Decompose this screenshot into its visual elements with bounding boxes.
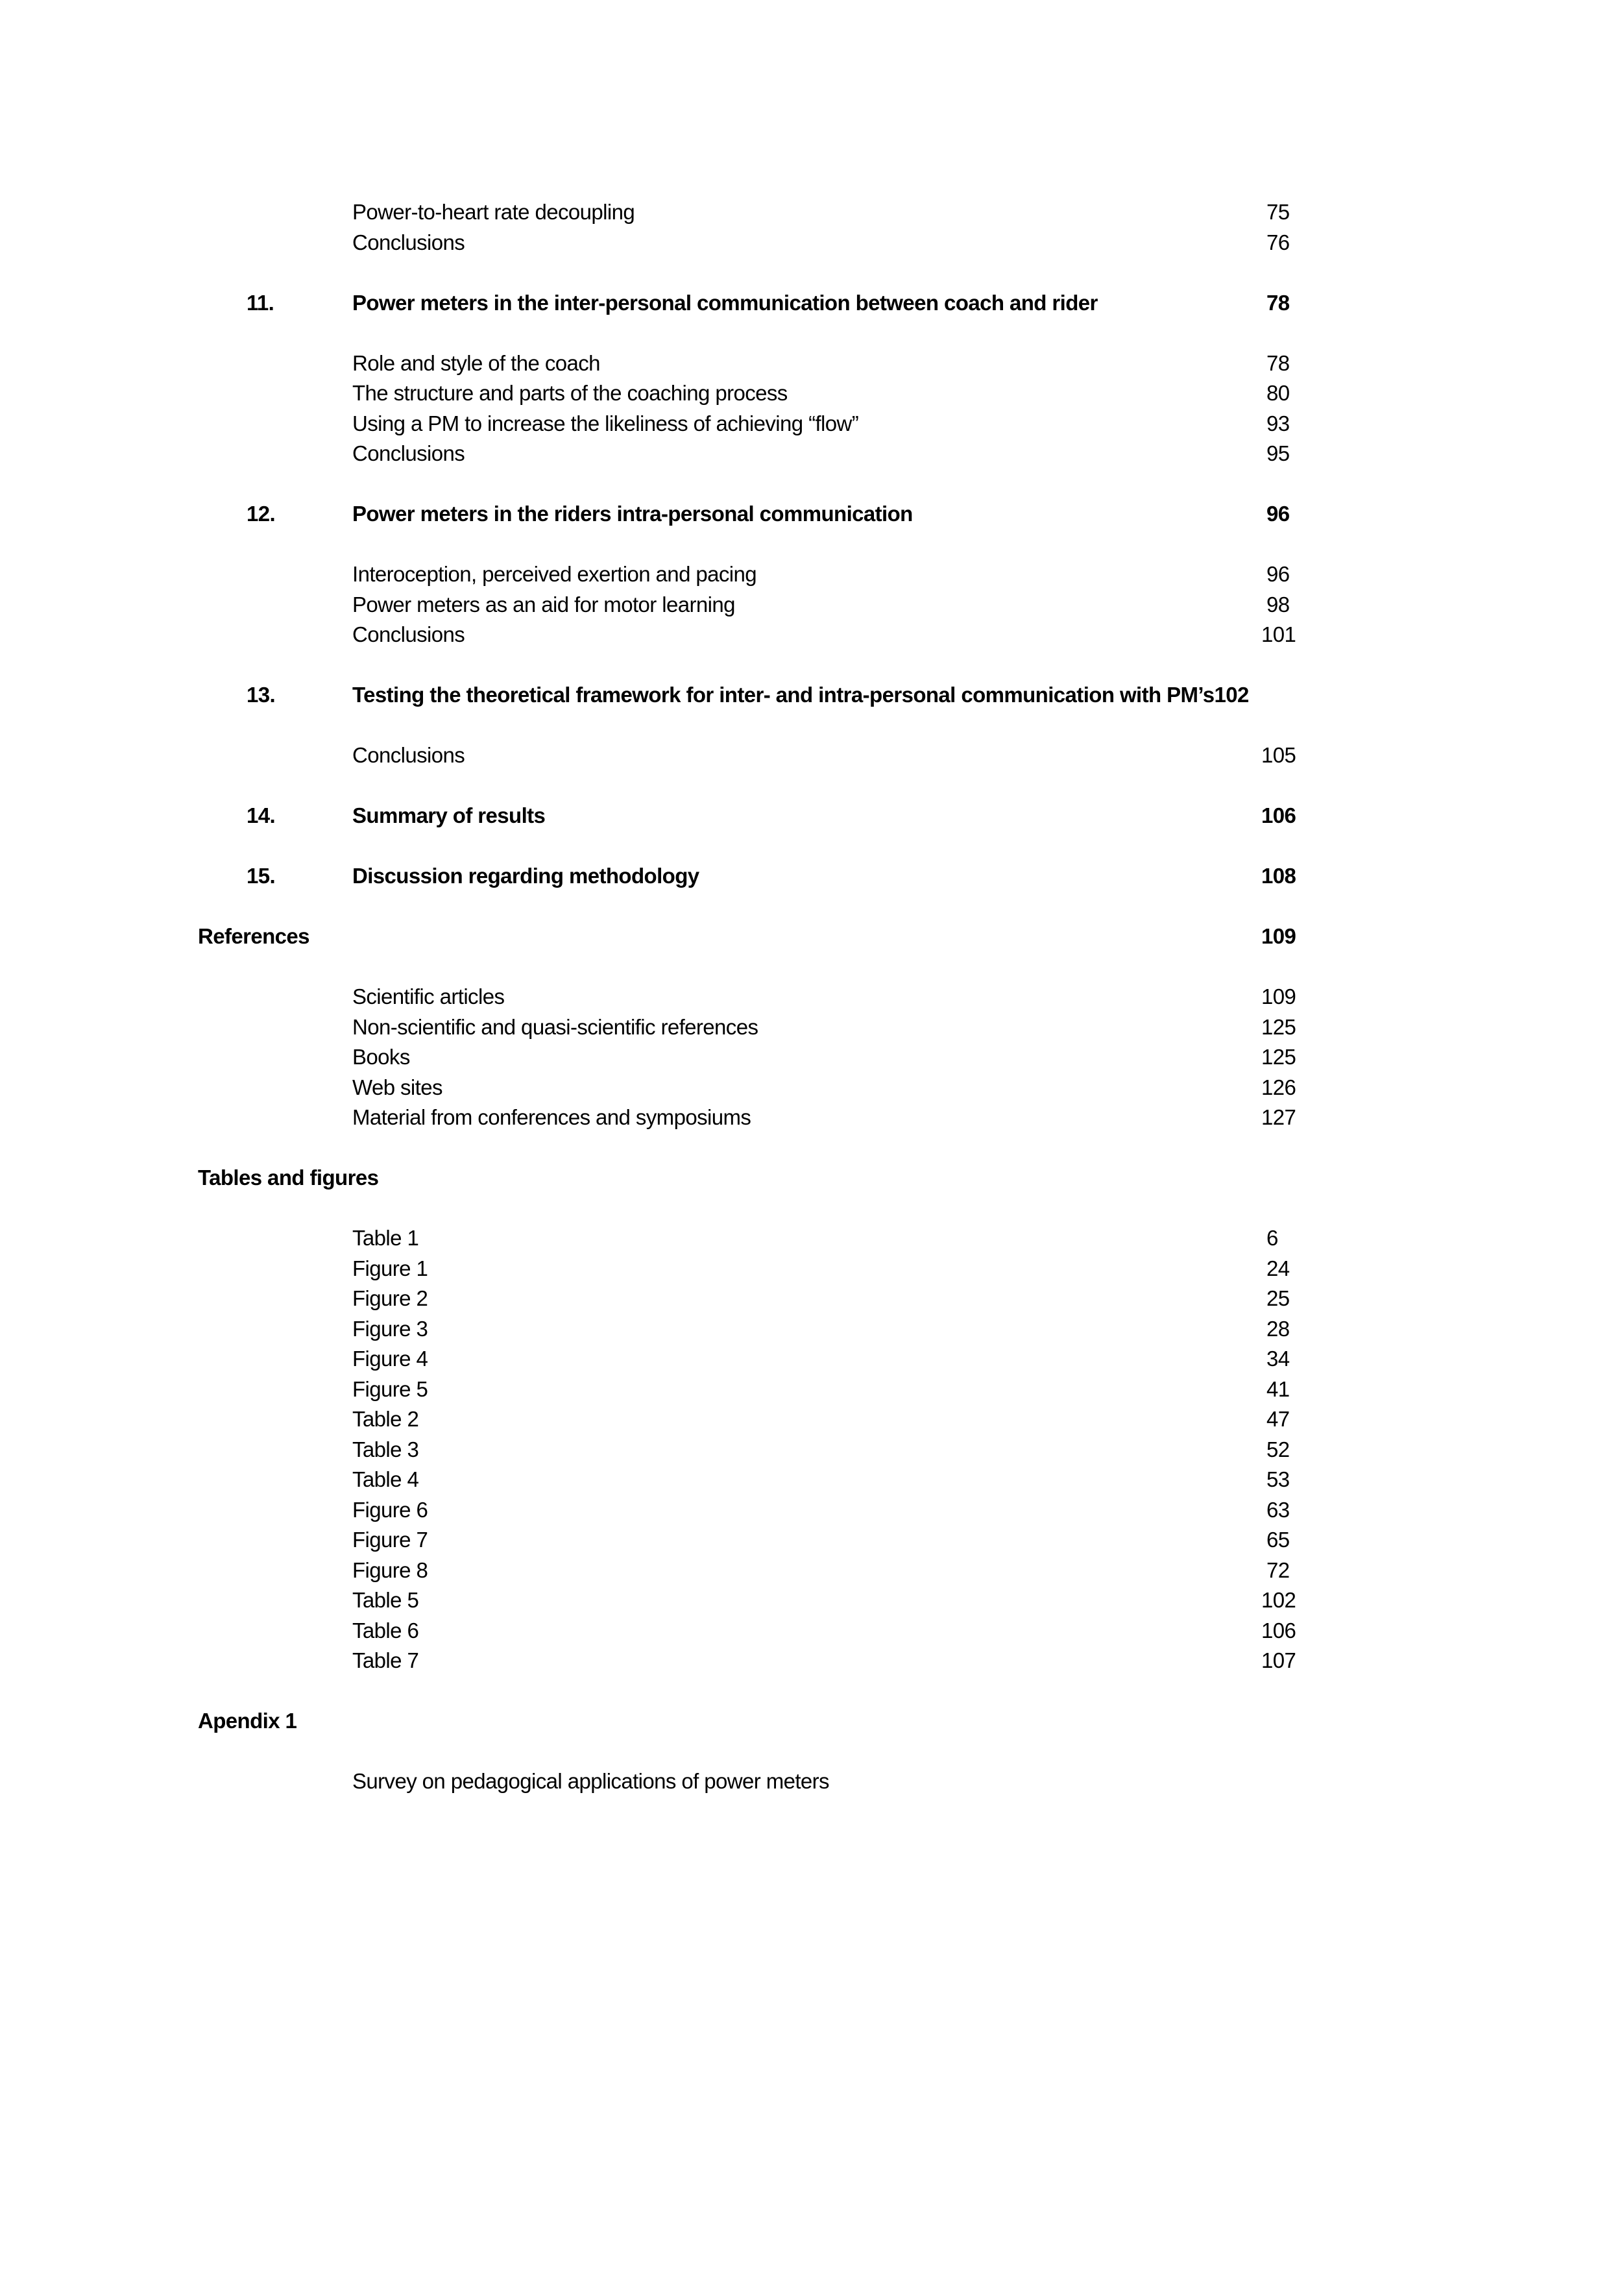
toc-chapter-heading bbox=[0, 801, 1622, 831]
entry-title: Figure 2 bbox=[352, 1286, 428, 1310]
toc-section-heading bbox=[0, 1163, 1622, 1193]
page-number: 78 bbox=[1266, 350, 1290, 375]
entry-title: Conclusions bbox=[352, 441, 465, 465]
page-number: 72 bbox=[1266, 1557, 1290, 1582]
page-number: 47 bbox=[1266, 1407, 1290, 1431]
chapter-number: 14. bbox=[247, 803, 276, 827]
toc-chapter-heading bbox=[0, 288, 1622, 319]
toc-entry bbox=[0, 1223, 1622, 1254]
entry-title: Using a PM to increase the likeliness of achieving “flow” bbox=[352, 411, 859, 435]
page-number: 106 bbox=[1261, 1618, 1296, 1643]
entry-title: Figure 6 bbox=[352, 1497, 428, 1522]
page-number: 109 bbox=[1261, 984, 1296, 1008]
toc-entry bbox=[0, 559, 1622, 590]
toc-entry bbox=[0, 1525, 1622, 1556]
entry-title: Power meters as an aid for motor learning bbox=[352, 592, 735, 617]
toc-entry bbox=[0, 1284, 1622, 1314]
toc-entry bbox=[0, 1435, 1622, 1465]
page-number: 93 bbox=[1266, 411, 1290, 435]
toc-entry bbox=[0, 620, 1622, 650]
entry-title: Conclusions bbox=[352, 230, 465, 254]
toc-entry bbox=[0, 1042, 1622, 1073]
toc-entry bbox=[0, 1344, 1622, 1374]
chapter-number: 12. bbox=[247, 502, 276, 526]
entry-title: Web sites bbox=[352, 1075, 442, 1099]
page-number: 53 bbox=[1266, 1467, 1290, 1491]
toc-entry bbox=[0, 228, 1622, 258]
toc-entry bbox=[0, 1012, 1622, 1043]
toc-entry bbox=[0, 982, 1622, 1012]
entry-title: Apendix 1 bbox=[198, 1709, 297, 1733]
page-number: 52 bbox=[1266, 1437, 1290, 1461]
page-number: 96 bbox=[1266, 562, 1290, 586]
entry-title: Figure 1 bbox=[352, 1256, 428, 1280]
entry-title: Figure 3 bbox=[352, 1316, 428, 1341]
page-number: 101 bbox=[1261, 622, 1296, 646]
entry-title: Interoception, perceived exertion and pacing bbox=[352, 562, 757, 586]
page-number: 75 bbox=[1266, 200, 1290, 224]
toc-entry bbox=[0, 1374, 1622, 1405]
entry-title: Table 5 bbox=[352, 1588, 419, 1612]
page-number: 41 bbox=[1266, 1376, 1290, 1401]
entry-title: References bbox=[198, 924, 309, 948]
entry-title: Scientific articles bbox=[352, 984, 505, 1008]
page-number: 127 bbox=[1261, 1105, 1296, 1129]
entry-title: Figure 4 bbox=[352, 1347, 428, 1371]
chapter-number: 11. bbox=[247, 290, 274, 315]
page-number: 108 bbox=[1261, 864, 1296, 888]
toc-entry bbox=[0, 1103, 1622, 1133]
page-number: 80 bbox=[1266, 381, 1290, 405]
entry-title: Table 3 bbox=[352, 1437, 419, 1461]
toc-section-heading bbox=[0, 1706, 1622, 1737]
page-number: 65 bbox=[1266, 1528, 1290, 1552]
entry-title: Tables and figures bbox=[198, 1166, 379, 1190]
entry-title: Conclusions bbox=[352, 743, 465, 767]
page-number: 76 bbox=[1266, 230, 1290, 254]
toc-chapter-heading bbox=[0, 499, 1622, 530]
entry-title: Table 1 bbox=[352, 1226, 419, 1250]
toc-entry bbox=[0, 1556, 1622, 1586]
toc-entry bbox=[0, 740, 1622, 771]
entry-title: Discussion regarding methodology bbox=[352, 864, 699, 888]
entry-title: Figure 5 bbox=[352, 1376, 428, 1401]
toc-chapter-heading bbox=[0, 861, 1622, 892]
entry-title: Figure 8 bbox=[352, 1557, 428, 1582]
toc-entry bbox=[0, 378, 1622, 409]
toc-entry bbox=[0, 590, 1622, 620]
page-number: 24 bbox=[1266, 1256, 1290, 1280]
page-number: 125 bbox=[1261, 1014, 1296, 1039]
chapter-number: 13. bbox=[247, 683, 276, 707]
toc-entry bbox=[0, 1314, 1622, 1345]
toc-entry bbox=[0, 1646, 1622, 1676]
toc-chapter-heading bbox=[0, 680, 1622, 711]
toc-entry bbox=[0, 1616, 1622, 1646]
entry-title: Power meters in the riders intra-personal communication bbox=[352, 502, 913, 526]
entry-title: Summary of results bbox=[352, 803, 546, 827]
entry-title: Power-to-heart rate decoupling bbox=[352, 200, 635, 224]
entry-title: Conclusions bbox=[352, 622, 465, 646]
toc-section-heading bbox=[0, 922, 1622, 952]
page-number: 28 bbox=[1266, 1316, 1290, 1341]
page-number: 107 bbox=[1261, 1648, 1296, 1672]
entry-title: Power meters in the inter-personal communication between coach and rider bbox=[352, 290, 1098, 315]
table-of-contents bbox=[0, 197, 1622, 1797]
page-number: 96 bbox=[1266, 502, 1290, 526]
page-number: 105 bbox=[1261, 743, 1296, 767]
entry-title: Survey on pedagogical applications of power meters bbox=[352, 1769, 829, 1793]
toc-entry bbox=[0, 1254, 1622, 1284]
entry-title: Testing the theoretical framework for inter- and intra-personal communication with PM’s102 bbox=[352, 683, 1249, 707]
entry-title: Material from conferences and symposiums bbox=[352, 1105, 751, 1129]
entry-title: Table 6 bbox=[352, 1618, 419, 1643]
page-number: 63 bbox=[1266, 1497, 1290, 1522]
page-number: 102 bbox=[1261, 1588, 1296, 1612]
chapter-number: 15. bbox=[247, 864, 276, 888]
entry-title: The structure and parts of the coaching process bbox=[352, 381, 788, 405]
toc-entry bbox=[0, 197, 1622, 228]
entry-title: Books bbox=[352, 1045, 410, 1069]
page-number: 6 bbox=[1266, 1226, 1278, 1250]
entry-title: Role and style of the coach bbox=[352, 350, 600, 375]
entry-title: Table 4 bbox=[352, 1467, 419, 1491]
entry-title: Table 7 bbox=[352, 1648, 419, 1672]
page-number: 109 bbox=[1261, 924, 1296, 948]
page-number: 98 bbox=[1266, 592, 1290, 617]
entry-title: Table 2 bbox=[352, 1407, 419, 1431]
page-number: 95 bbox=[1266, 441, 1290, 465]
page-number: 34 bbox=[1266, 1347, 1290, 1371]
toc-entry bbox=[0, 1766, 1622, 1797]
page-number: 106 bbox=[1261, 803, 1296, 827]
toc-entry bbox=[0, 1495, 1622, 1526]
page-number: 25 bbox=[1266, 1286, 1290, 1310]
toc-entry bbox=[0, 1404, 1622, 1435]
page-number: 78 bbox=[1266, 290, 1290, 315]
entry-title: Non-scientific and quasi-scientific references bbox=[352, 1014, 758, 1039]
toc-entry bbox=[0, 439, 1622, 469]
toc-entry bbox=[0, 1073, 1622, 1103]
toc-entry bbox=[0, 1465, 1622, 1495]
entry-title: Figure 7 bbox=[352, 1528, 428, 1552]
toc-entry bbox=[0, 348, 1622, 379]
page-number: 125 bbox=[1261, 1045, 1296, 1069]
page-number: 126 bbox=[1261, 1075, 1296, 1099]
toc-entry bbox=[0, 409, 1622, 439]
toc-entry bbox=[0, 1585, 1622, 1616]
